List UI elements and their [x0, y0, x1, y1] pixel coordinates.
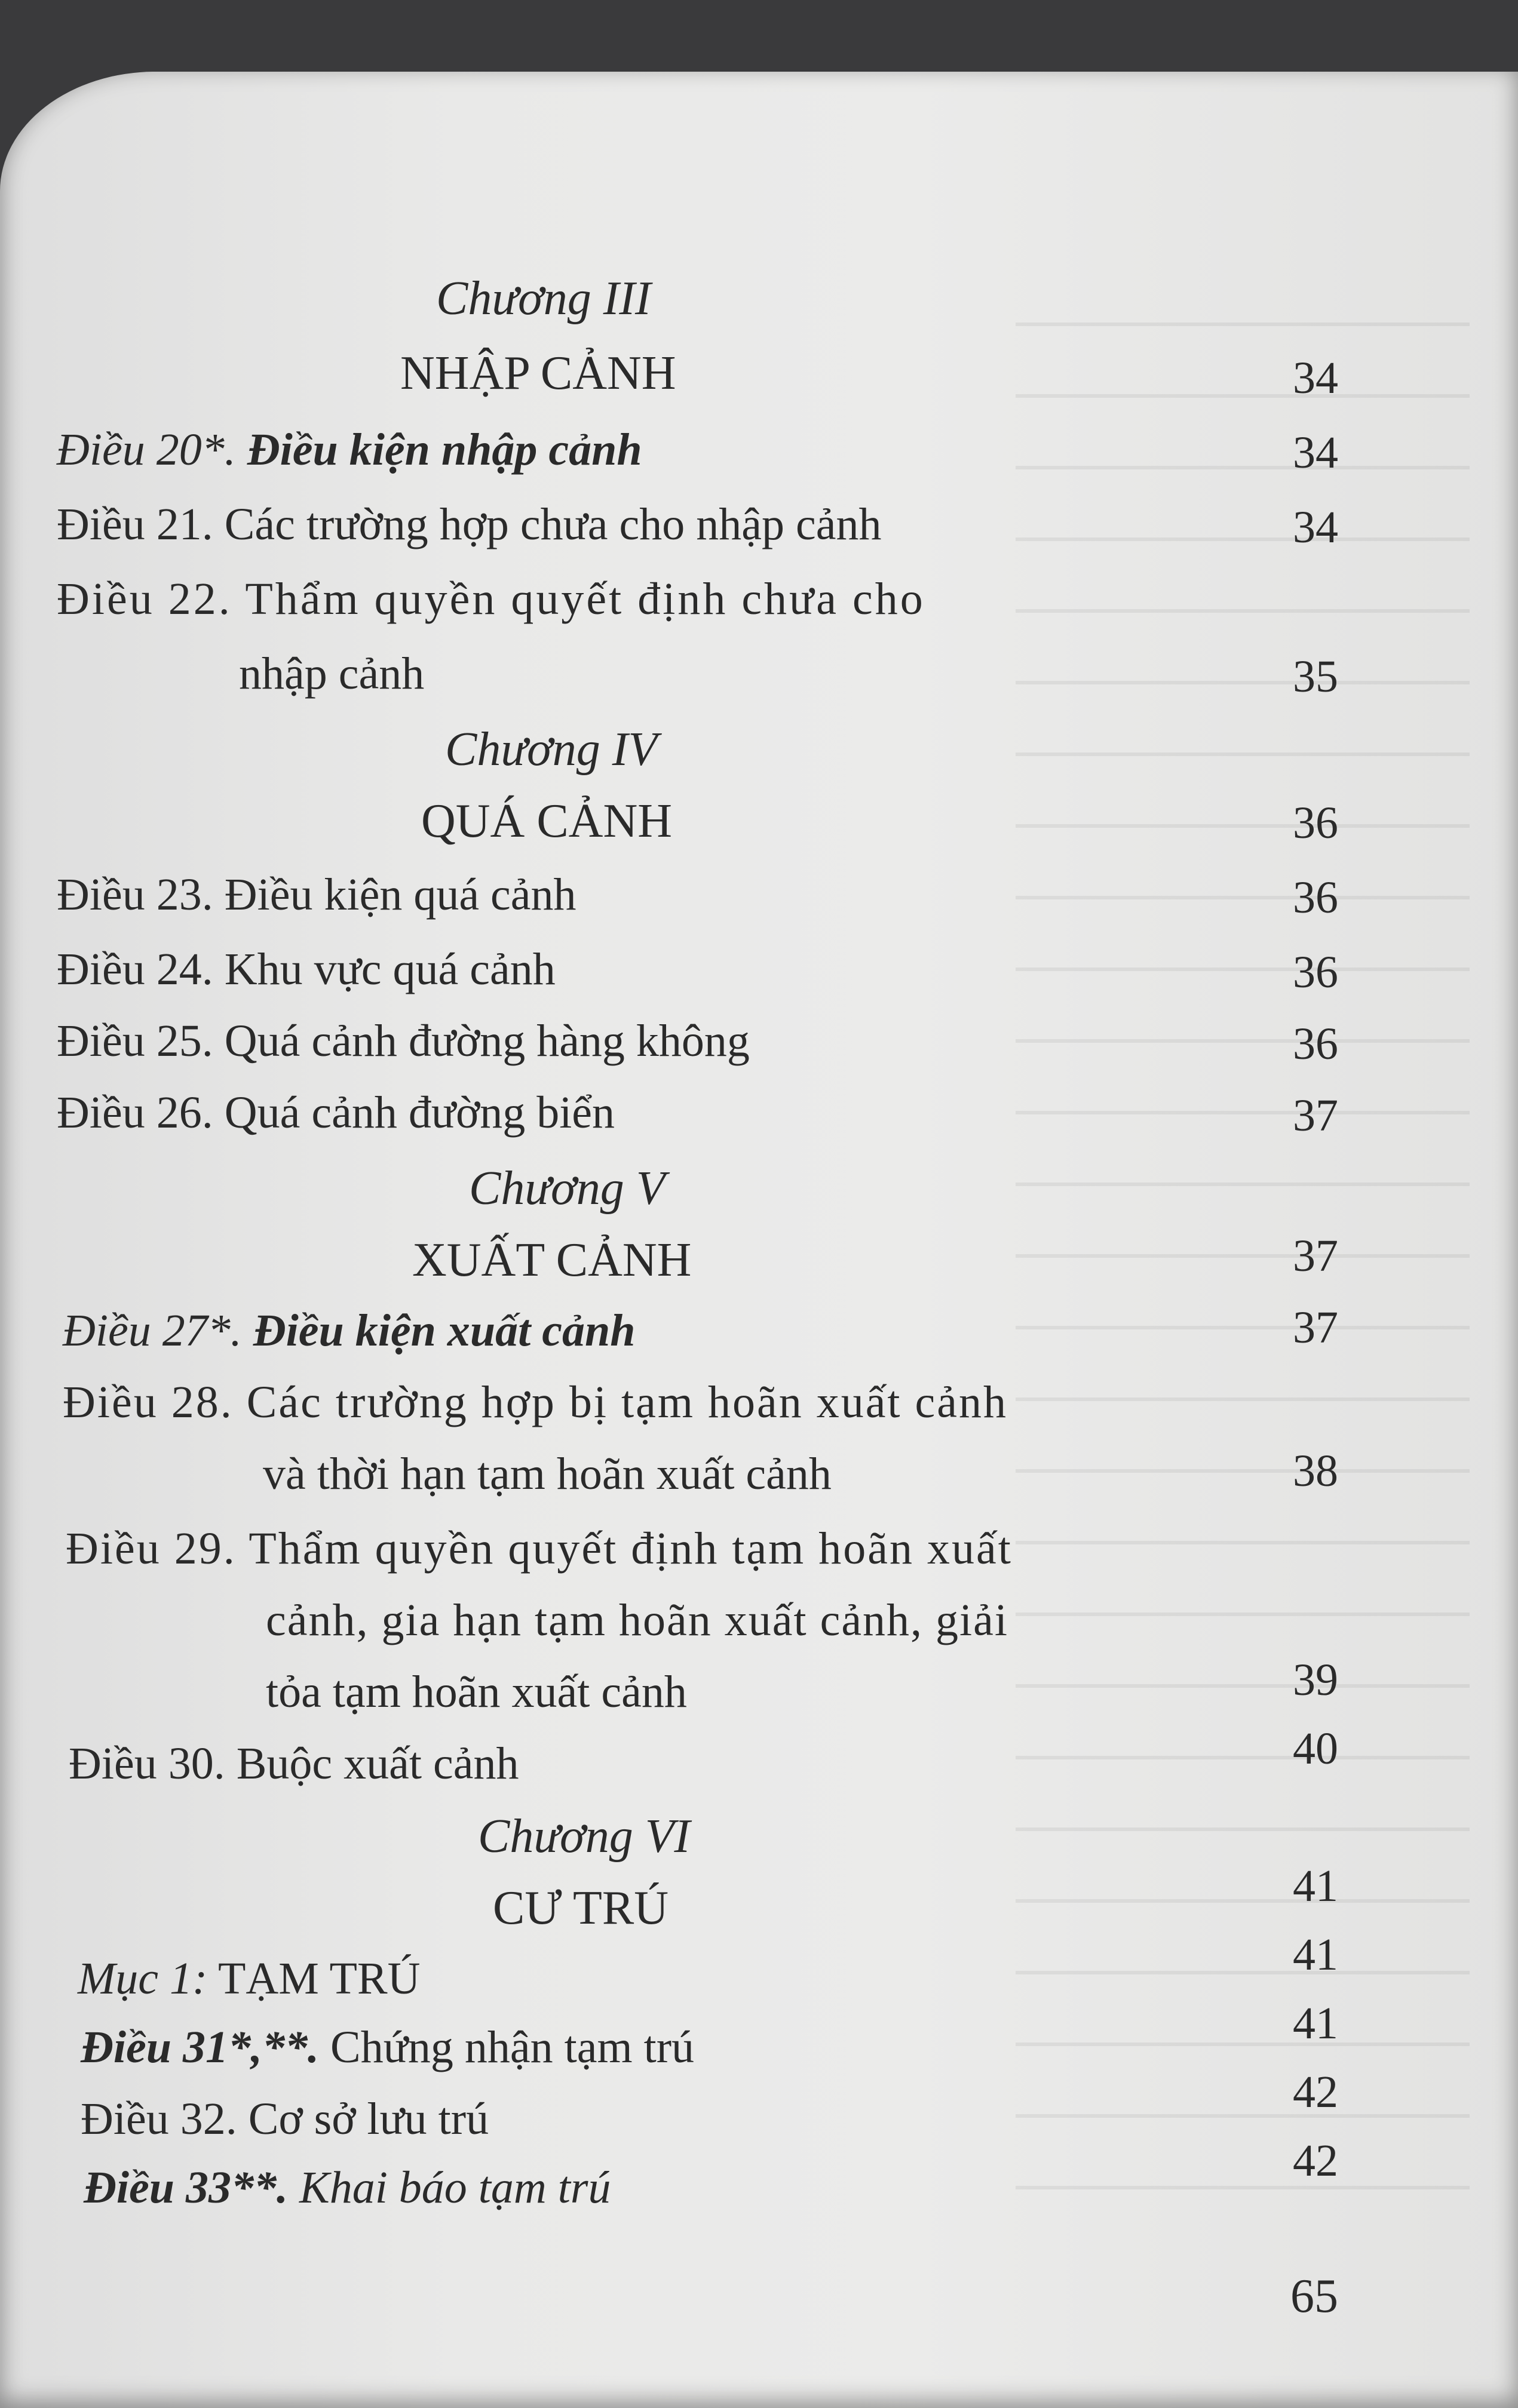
entry-title: Khai báo tạm trú [299, 2163, 611, 2213]
page-number: 42 [1293, 2067, 1338, 2117]
entry-lead: Điều 31*,**. [81, 2022, 319, 2072]
page-number: 34 [1293, 353, 1338, 403]
toc-entry: Điều 21. Các trường hợp chưa cho nhập cảnh [57, 499, 882, 549]
section-lead: Mục 1: [78, 1954, 208, 2004]
chapter-title: CƯ TRÚ [493, 1882, 668, 1934]
toc-entry-continuation: nhập cảnh [239, 649, 425, 699]
page-number: 34 [1293, 502, 1338, 552]
page-number: 37 [1293, 1303, 1338, 1353]
entry-title: Điều kiện xuất cảnh [253, 1306, 636, 1356]
toc-entry: Điều 22. Thẩm quyền quyết định chưa cho [57, 574, 925, 624]
toc-entry: Điều 24. Khu vực quá cảnh [57, 944, 556, 994]
toc-entry: Điều 30. Buộc xuất cảnh [69, 1739, 519, 1789]
chapter-label: Chương III [436, 272, 651, 325]
page-number: 37 [1293, 1091, 1338, 1141]
toc-section [78, 1954, 421, 2004]
chapter-label: Chương VI [478, 1810, 691, 1863]
entry-lead: Điều 27*. [63, 1306, 242, 1356]
entry-title: Chứng nhận tạm trú [330, 2022, 695, 2072]
toc-entry-continuation: và thời hạn tạm hoãn xuất cảnh [263, 1449, 832, 1499]
page-number: 35 [1293, 652, 1338, 702]
page-number: 37 [1293, 1231, 1338, 1281]
entry-title: Điều kiện nhập cảnh [247, 425, 642, 475]
page-number: 34 [1293, 428, 1338, 478]
page-number: 42 [1293, 2136, 1338, 2186]
chapter-title: XUẤT CẢNH [412, 1234, 692, 1286]
toc-entry [81, 2022, 695, 2072]
toc-entry: Điều 32. Cơ sở lưu trú [81, 2094, 489, 2144]
toc-entry [63, 1306, 636, 1356]
page-number: 41 [1293, 1930, 1338, 1980]
section-title: TẠM TRÚ [218, 1954, 421, 2004]
folio-page-number: 65 [1290, 2270, 1338, 2323]
toc-entry: Điều 28. Các trường hợp bị tạm hoãn xuất cảnh [63, 1377, 1008, 1427]
toc-entry: Điều 25. Quá cảnh đường hàng không [57, 1016, 750, 1066]
page-number: 36 [1293, 947, 1338, 997]
chapter-title: QUÁ CẢNH [421, 795, 672, 847]
toc-entry [84, 2163, 611, 2213]
page-number: 36 [1293, 798, 1338, 848]
page-number: 36 [1293, 873, 1338, 923]
page-number: 40 [1293, 1724, 1338, 1774]
entry-lead: Điều 33**. [84, 2163, 288, 2213]
toc-entry: Điều 23. Điều kiện quá cảnh [57, 870, 576, 920]
toc-entry-continuation: cảnh, gia hạn tạm hoãn xuất cảnh, giải [266, 1595, 1009, 1645]
page-number: 38 [1293, 1446, 1338, 1496]
page-number: 41 [1293, 1861, 1338, 1911]
page-number: 39 [1293, 1655, 1338, 1705]
toc-entry-continuation: tỏa tạm hoãn xuất cảnh [266, 1667, 687, 1717]
chapter-label: Chương V [469, 1162, 666, 1215]
toc-entry [57, 425, 642, 475]
chapter-title: NHẬP CẢNH [400, 347, 676, 400]
toc-entry: Điều 29. Thẩm quyền quyết định tạm hoãn xuất [66, 1524, 1013, 1574]
toc-entry: Điều 26. Quá cảnh đường biển [57, 1088, 615, 1138]
entry-lead: Điều 20*. [57, 425, 236, 475]
chapter-label: Chương IV [445, 723, 658, 776]
page-number: 41 [1293, 1998, 1338, 2048]
page-number: 36 [1293, 1019, 1338, 1069]
